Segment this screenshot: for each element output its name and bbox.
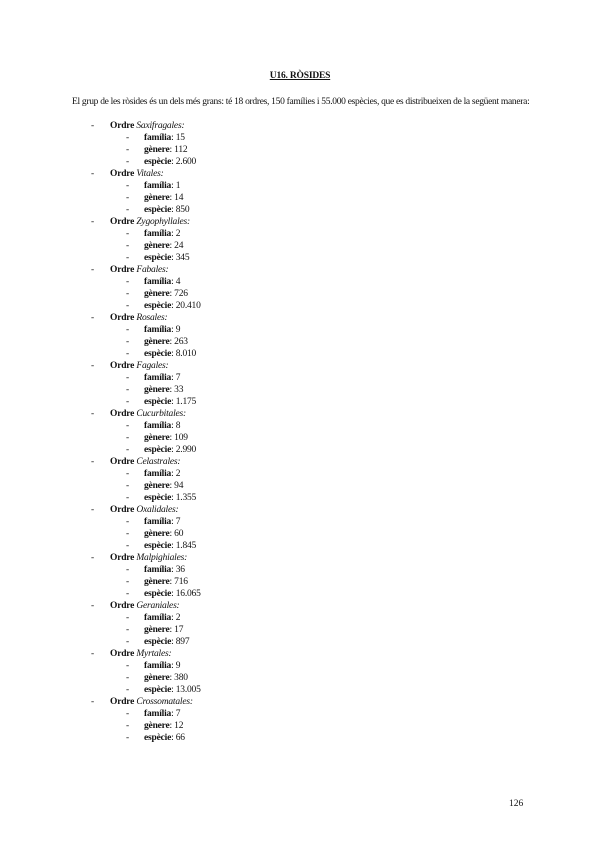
stat-line: gènere: 17 [144,625,184,635]
order-stat-genere [0,528,600,540]
bullet-dash: - [126,445,130,455]
stat-value: 112 [174,145,188,155]
order-label: Ordre [110,169,135,179]
order-stat-especie [0,156,600,168]
stat-label: gènere [144,385,170,395]
bullet-dash: - [126,421,130,431]
stat-line: espècie: 1.845 [144,541,197,551]
stat-value: 15 [175,133,185,143]
stat-line: gènere: 716 [144,577,188,587]
stat-label: espècie [144,541,172,551]
order-line [110,168,164,180]
order-line [110,408,186,420]
bullet-dash: - [91,169,95,179]
stat-value: 7 [175,517,181,527]
bullet-dash: - [126,685,130,695]
stat-value: 2 [175,469,181,479]
stat-value: 726 [174,289,188,299]
stat-label: família [144,613,172,623]
order-item [0,696,600,708]
order-stat-especie [0,540,600,552]
order-name: Malpighiales: [136,553,188,563]
stat-label: família [144,277,172,287]
order-name: Rosales: [136,313,168,323]
stat-value: 33 [174,385,184,395]
bullet-dash: - [126,661,130,671]
stat-value: 16.065 [175,589,201,599]
stat-line: gènere: 263 [144,337,188,347]
stat-line: família: 15 [144,133,185,143]
stat-label: família [144,373,172,383]
stat-value: 1.845 [175,541,197,551]
stat-label: família [144,133,172,143]
stat-value: 2 [175,229,181,239]
bullet-dash: - [91,265,95,275]
order-stat-genere [0,384,600,396]
bullet-dash: - [126,277,130,287]
stat-line: família: 9 [144,661,181,671]
order-name: Saxifragales: [136,121,185,131]
stat-value: 109 [174,433,188,443]
order-item [0,360,600,372]
order-line [110,360,169,372]
order-stat-especie [0,444,600,456]
stat-label: espècie [144,397,172,407]
order-line [110,600,180,612]
stat-label: espècie [144,157,172,167]
order-stat-genere [0,144,600,156]
order-name: Zygophyllales: [136,217,191,227]
stat-line: espècie: 1.355 [144,493,197,503]
stat-line: família: 7 [144,517,181,527]
stat-line: gènere: 109 [144,433,188,443]
stat-line: espècie: 1.175 [144,397,197,407]
stat-line: gènere: 112 [144,145,188,155]
bullet-dash: - [126,193,130,203]
stat-value: 2.990 [175,445,197,455]
stat-line: família: 1 [144,181,181,191]
bullet-dash: - [91,649,95,659]
order-stat-genere [0,240,600,252]
stat-line: gènere: 94 [144,481,184,491]
stat-label: gènere [144,529,170,539]
stat-value: 14 [174,193,184,203]
stat-line: espècie: 13.005 [144,685,201,695]
stat-line: gènere: 12 [144,721,184,731]
bullet-dash: - [126,301,130,311]
order-name: Celastrales: [136,457,181,467]
stat-line: espècie: 20.410 [144,301,201,311]
stat-label: espècie [144,637,172,647]
order-stat-familia [0,276,600,288]
bullet-dash: - [126,673,130,683]
stat-value: 60 [174,529,184,539]
stat-value: 66 [175,733,185,743]
order-stat-especie [0,204,600,216]
bullet-dash: - [126,181,130,191]
stat-label: família [144,517,172,527]
stat-value: 9 [175,325,181,335]
stat-line: gènere: 380 [144,673,188,683]
stat-line: família: 4 [144,277,181,287]
order-stat-familia [0,660,600,672]
bullet-dash: - [126,229,130,239]
bullet-dash: - [126,253,130,263]
stat-value: 850 [175,205,190,215]
stat-line: espècie: 2.990 [144,445,197,455]
bullet-dash: - [126,397,130,407]
order-stat-genere [0,672,600,684]
bullet-dash: - [126,541,130,551]
order-stat-familia [0,708,600,720]
bullet-dash: - [126,733,130,743]
bullet-dash: - [126,385,130,395]
order-name: Geraniales: [136,601,180,611]
bullet-dash: - [126,337,130,347]
order-label: Ordre [110,505,135,515]
stat-value: 9 [175,661,181,671]
order-stat-especie [0,252,600,264]
bullet-dash: - [126,517,130,527]
stat-label: gènere [144,145,170,155]
order-stat-genere [0,432,600,444]
order-line [110,648,171,660]
stat-value: 716 [174,577,188,587]
order-name: Fagales: [136,361,169,371]
stat-value: 2 [175,613,181,623]
order-label: Ordre [110,361,135,371]
bullet-dash: - [126,493,130,503]
order-line [110,264,169,276]
stat-value: 897 [175,637,190,647]
bullet-dash: - [126,529,130,539]
bullet-dash: - [91,601,95,611]
order-stat-genere [0,576,600,588]
order-item [0,504,600,516]
bullet-dash: - [126,289,130,299]
stat-value: 1.175 [175,397,197,407]
stat-value: 8 [175,421,181,431]
stat-value: 12 [174,721,184,731]
order-stat-especie [0,636,600,648]
order-stat-genere [0,720,600,732]
bullet-dash: - [91,505,95,515]
stat-line: espècie: 897 [144,637,190,647]
stat-value: 17 [174,625,184,635]
bullet-dash: - [126,565,130,575]
bullet-dash: - [126,637,130,647]
bullet-dash: - [91,121,95,131]
page-number: 126 [509,799,524,809]
order-stat-familia [0,324,600,336]
order-line [110,696,193,708]
stat-label: família [144,421,172,431]
order-label: Ordre [110,265,135,275]
order-stat-genere [0,288,600,300]
stat-line: gènere: 726 [144,289,188,299]
order-item [0,552,600,564]
order-item [0,456,600,468]
order-stat-familia [0,612,600,624]
bullet-dash: - [126,625,130,635]
stat-value: 4 [175,277,181,287]
bullet-dash: - [91,313,95,323]
stat-label: espècie [144,733,172,743]
order-label: Ordre [110,553,135,563]
stat-line: gènere: 33 [144,385,184,395]
stat-label: espècie [144,445,172,455]
stat-line: espècie: 850 [144,205,190,215]
stat-label: família [144,325,172,335]
order-stat-familia [0,228,600,240]
order-stat-genere [0,336,600,348]
stat-value: 7 [175,373,181,383]
stat-label: família [144,565,172,575]
stat-line: família: 7 [144,709,181,719]
orders-list [0,120,600,744]
order-line [110,312,167,324]
order-stat-especie [0,348,600,360]
stat-label: família [144,709,172,719]
bullet-dash: - [91,217,95,227]
order-item [0,312,600,324]
stat-value: 24 [174,241,184,251]
stat-line: família: 36 [144,565,185,575]
page-title: U16. RÒSIDES [269,71,331,81]
order-stat-familia [0,132,600,144]
stat-line: família: 7 [144,373,181,383]
stat-label: gènere [144,289,170,299]
stat-label: espècie [144,685,172,695]
stat-label: gènere [144,337,170,347]
order-name: Crossomatales: [136,697,193,707]
order-stat-genere [0,480,600,492]
order-stat-genere [0,624,600,636]
bullet-dash: - [126,133,130,143]
stat-value: 8.010 [175,349,197,359]
stat-label: espècie [144,205,172,215]
bullet-dash: - [126,469,130,479]
order-stat-familia [0,372,600,384]
stat-line: família: 2 [144,469,181,479]
order-stat-familia [0,516,600,528]
order-label: Ordre [110,457,135,467]
order-line [110,456,180,468]
order-item [0,168,600,180]
stat-line: gènere: 60 [144,529,184,539]
intro-paragraph: El grup de les ròsides és un dels més grans: té 18 ordres, 150 famílies i 55.000 espècies, que es distribueixen de la següent manera: [72,97,530,107]
bullet-dash: - [126,145,130,155]
stat-label: gènere [144,577,170,587]
stat-label: espècie [144,349,172,359]
bullet-dash: - [126,241,130,251]
bullet-dash: - [126,481,130,491]
order-item [0,264,600,276]
order-stat-especie [0,492,600,504]
stat-label: espècie [144,493,172,503]
stat-line: espècie: 2.600 [144,157,197,167]
bullet-dash: - [91,457,95,467]
order-name: Oxalidales: [136,505,179,515]
stat-line: espècie: 16.065 [144,589,201,599]
order-line [110,504,178,516]
stat-label: gènere [144,433,170,443]
stat-label: gènere [144,673,170,683]
stat-line: família: 2 [144,229,181,239]
bullet-dash: - [91,697,95,707]
order-stat-especie [0,300,600,312]
stat-value: 263 [174,337,188,347]
stat-line: gènere: 24 [144,241,184,251]
bullet-dash: - [126,373,130,383]
order-stat-familia [0,468,600,480]
stat-line: família: 9 [144,325,181,335]
stat-line: espècie: 66 [144,733,185,743]
stat-value: 345 [175,253,190,263]
stat-value: 380 [174,673,188,683]
stat-label: gènere [144,481,170,491]
order-item [0,120,600,132]
order-stat-especie [0,396,600,408]
bullet-dash: - [126,577,130,587]
stat-label: gènere [144,193,170,203]
stat-line: gènere: 14 [144,193,184,203]
order-line [110,216,190,228]
stat-label: família [144,181,172,191]
stat-value: 7 [175,709,181,719]
stat-line: espècie: 345 [144,253,190,263]
order-item [0,600,600,612]
bullet-dash: - [126,721,130,731]
order-name: Myrtales: [136,649,172,659]
bullet-dash: - [91,553,95,563]
order-stat-especie [0,732,600,744]
order-stat-familia [0,564,600,576]
stat-value: 13.005 [175,685,201,695]
stat-line: família: 8 [144,421,181,431]
order-item [0,216,600,228]
order-label: Ordre [110,409,135,419]
stat-label: família [144,469,172,479]
bullet-dash: - [126,613,130,623]
order-line [110,552,187,564]
stat-label: família [144,661,172,671]
bullet-dash: - [126,349,130,359]
stat-line: família: 2 [144,613,181,623]
bullet-dash: - [91,409,95,419]
order-name: Vitales: [136,169,164,179]
stat-label: espècie [144,301,172,311]
stat-value: 2.600 [175,157,197,167]
order-name: Cucurbitales: [136,409,186,419]
stat-label: família [144,229,172,239]
bullet-dash: - [126,589,130,599]
stat-value: 20.410 [175,301,201,311]
stat-value: 1 [175,181,181,191]
stat-value: 36 [175,565,185,575]
stat-label: espècie [144,253,172,263]
stat-value: 94 [174,481,184,491]
stat-line: espècie: 8.010 [144,349,197,359]
order-item [0,408,600,420]
stat-label: espècie [144,589,172,599]
order-stat-genere [0,192,600,204]
order-line [110,120,184,132]
order-stat-familia [0,420,600,432]
bullet-dash: - [126,433,130,443]
bullet-dash: - [126,205,130,215]
order-label: Ordre [110,121,135,131]
bullet-dash: - [126,325,130,335]
stat-label: gènere [144,241,170,251]
stat-label: gènere [144,625,170,635]
order-stat-especie [0,684,600,696]
bullet-dash: - [126,709,130,719]
order-label: Ordre [110,649,135,659]
order-label: Ordre [110,313,135,323]
stat-label: gènere [144,721,170,731]
order-stat-especie [0,588,600,600]
order-label: Ordre [110,697,135,707]
bullet-dash: - [126,157,130,167]
stat-value: 1.355 [175,493,197,503]
bullet-dash: - [91,361,95,371]
order-label: Ordre [110,601,135,611]
order-item [0,648,600,660]
order-stat-familia [0,180,600,192]
order-label: Ordre [110,217,135,227]
order-name: Fabales: [136,265,169,275]
